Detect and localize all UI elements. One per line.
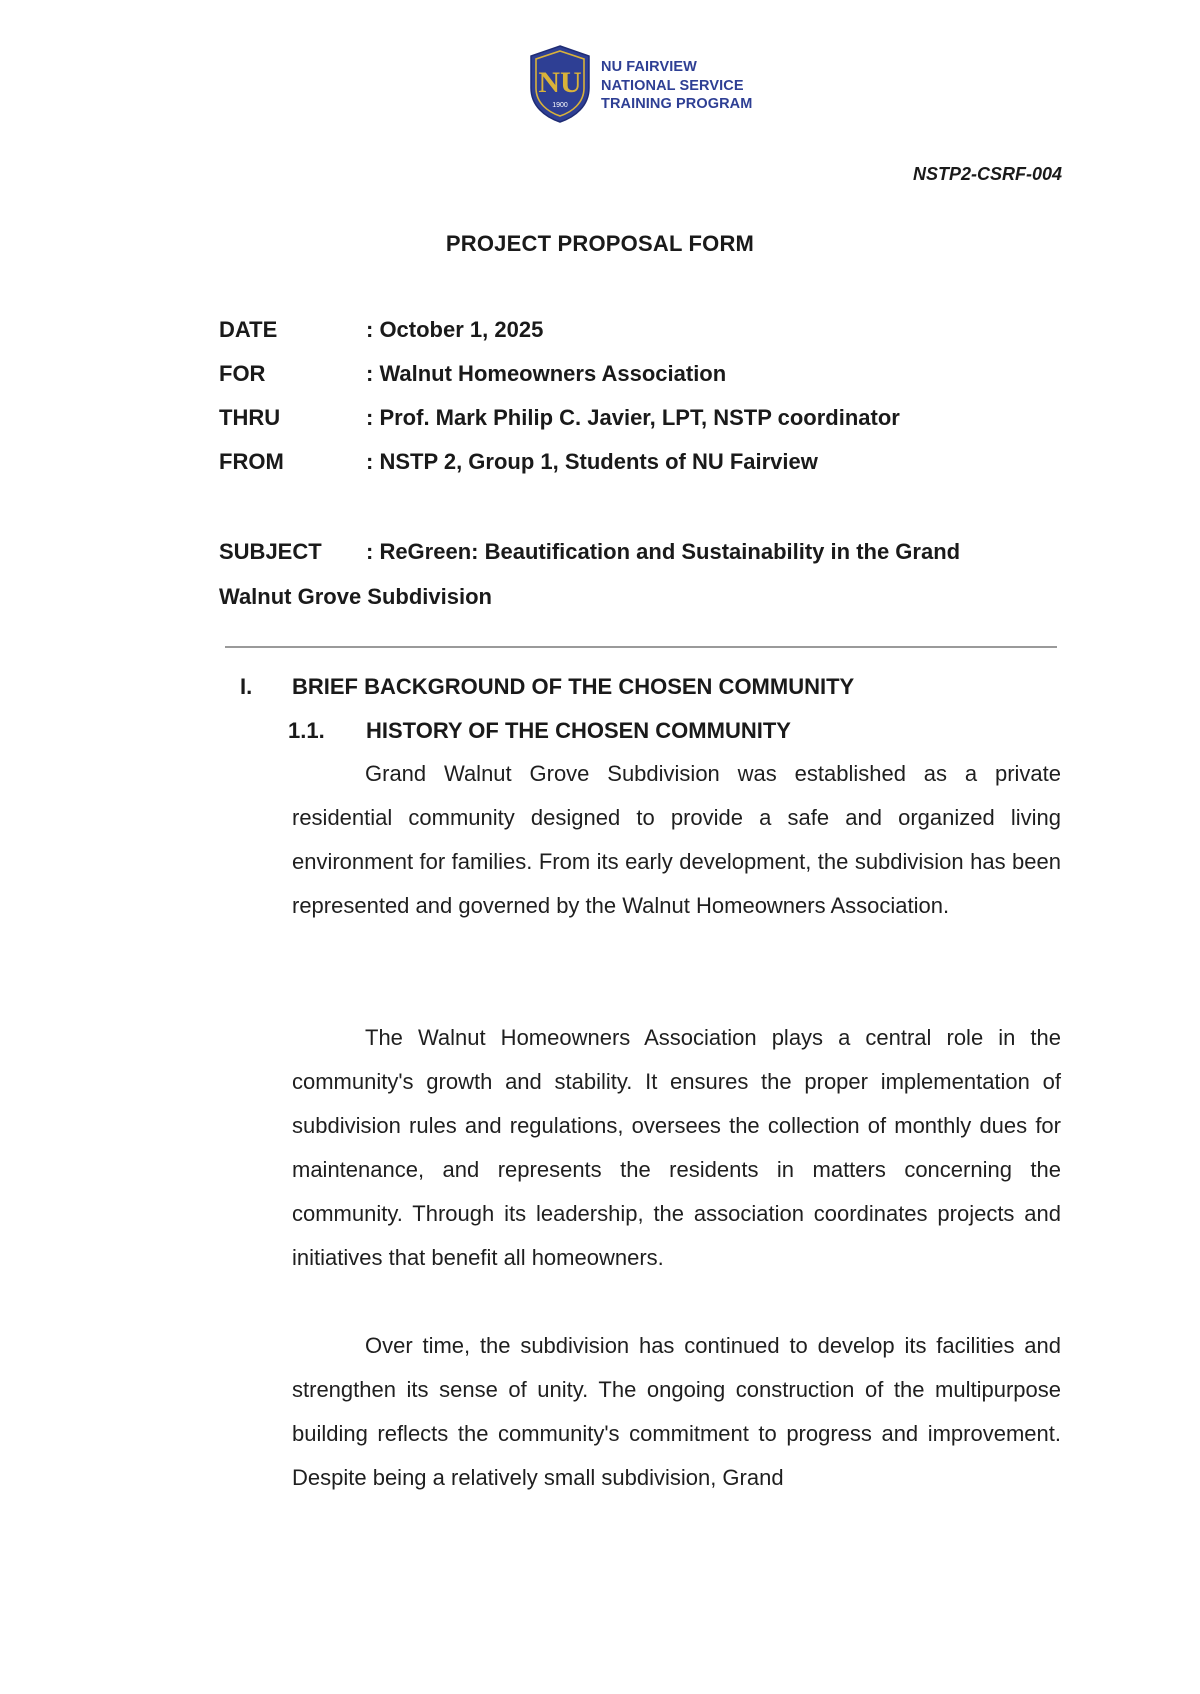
memo-date-label: DATE xyxy=(219,317,278,342)
subsection-number: 1.1. xyxy=(288,718,325,743)
logo-line-1: NU FAIRVIEW xyxy=(601,59,697,75)
nu-fairview-nstp-logo xyxy=(527,44,757,124)
memo-date-row xyxy=(219,317,543,343)
logo-line-2: NATIONAL SERVICE xyxy=(601,77,744,94)
memo-subject-label: SUBJECT xyxy=(219,539,322,564)
section-divider xyxy=(225,646,1057,648)
body-paragraph: Over time, the subdivision has continued to develop its facilities and strengthen its sense of unity. The ongoing construction of the multipurpose building reflects the community's commitment to progress and improvement. Despite being a relatively small subdivision, Grand xyxy=(292,1333,1061,1490)
memo-from-label: FROM xyxy=(219,449,284,474)
svg-text:NU: NU xyxy=(538,66,582,99)
nu-seal-icon xyxy=(527,44,593,124)
memo-for-row xyxy=(219,361,726,387)
svg-text:1900: 1900 xyxy=(552,102,568,109)
memo-subject-value: : ReGreen: Beautification and Sustainability in the Grand xyxy=(366,539,961,564)
section-number: I. xyxy=(240,674,253,699)
logo-text xyxy=(601,58,752,114)
memo-thru-value: : Prof. Mark Philip C. Javier, LPT, NSTP coordinator xyxy=(366,405,900,430)
body-paragraph: Grand Walnut Grove Subdivision was established as a private residential community designed to provide a safe and organized living environment for families. From its early development, the subdivision has been represented and governed by the Walnut Homeowners Association. xyxy=(292,761,1061,918)
memo-date-value: : October 1, 2025 xyxy=(366,317,544,342)
memo-subject-row xyxy=(219,539,960,565)
subsection-heading: HISTORY OF THE CHOSEN COMMUNITY xyxy=(366,718,791,743)
form-code: NSTP2-CSRF-004 xyxy=(912,164,1062,184)
section-heading: BRIEF BACKGROUND OF THE CHOSEN COMMUNITY xyxy=(292,674,855,699)
memo-from-value: : NSTP 2, Group 1, Students of NU Fairview xyxy=(366,449,818,474)
memo-from-row xyxy=(219,449,818,475)
logo-line-3: TRAINING PROGRAM xyxy=(601,96,753,112)
memo-thru-label: THRU xyxy=(219,405,281,430)
page-title: PROJECT PROPOSAL FORM xyxy=(445,231,755,256)
memo-for-label: FOR xyxy=(219,361,266,386)
memo-thru-row xyxy=(219,405,900,431)
body-paragraph: The Walnut Homeowners Association plays a central role in the community's growth and stability. It ensures the proper implementation of subdivision rules and regulations, oversees the collection of monthly dues for maintenance, and represents the residents in matters concerning the community. Through its leadership, the association coordinates projects and initiatives that benefit all homeowners. xyxy=(292,1025,1061,1270)
memo-subject-continued: Walnut Grove Subdivision xyxy=(219,584,492,609)
memo-for-value: : Walnut Homeowners Association xyxy=(366,361,727,386)
